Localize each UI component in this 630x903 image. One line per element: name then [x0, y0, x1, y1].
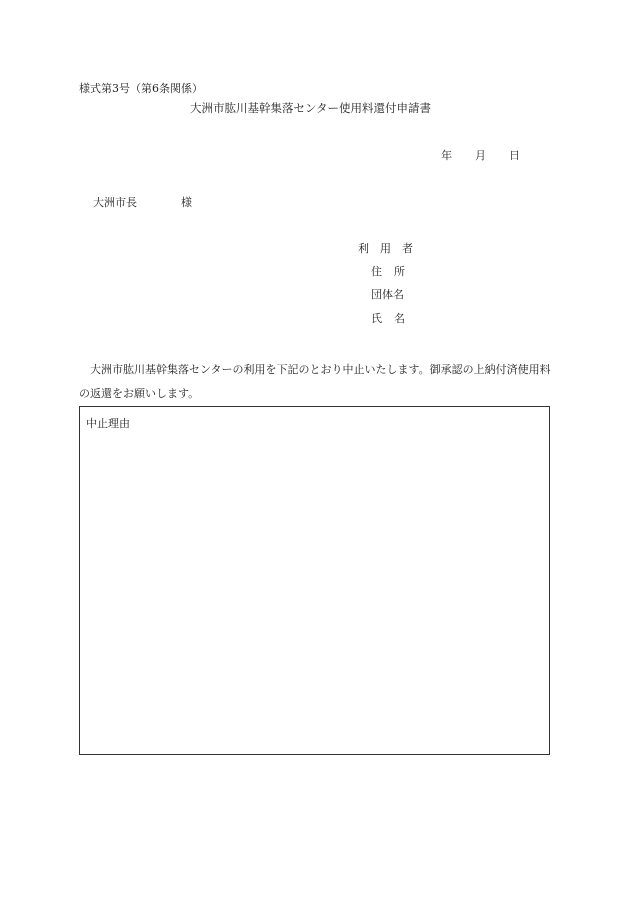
applicant-group-label: 団体名: [371, 288, 404, 301]
body-paragraph: [79, 358, 551, 406]
date-line: [441, 150, 520, 161]
form-number: 様式第3号（第6条関係）: [79, 82, 203, 95]
cancellation-reason-box[interactable]: [79, 406, 550, 755]
addressee: [93, 197, 192, 208]
addressee-honorific: 様: [181, 196, 192, 209]
date-year-label: 年: [441, 149, 452, 162]
applicant-address-label: 住所: [371, 265, 417, 278]
body-text: 大洲市肱川基幹集落センターの利用を下記のとおり中止いたします。御承認の上納付済使用料の返還をお願いします。: [79, 363, 551, 400]
cancellation-reason-label: 中止理由: [86, 417, 130, 430]
addressee-name: 大洲市長: [93, 196, 137, 209]
applicant-name-label: 氏名: [371, 312, 417, 325]
applicant-user-label: 利用者: [358, 242, 424, 255]
document-title: 大洲市肱川基幹集落センター使用料還付申請書: [190, 101, 432, 115]
date-month-label: 月: [475, 149, 486, 162]
date-day-label: 日: [509, 149, 520, 162]
